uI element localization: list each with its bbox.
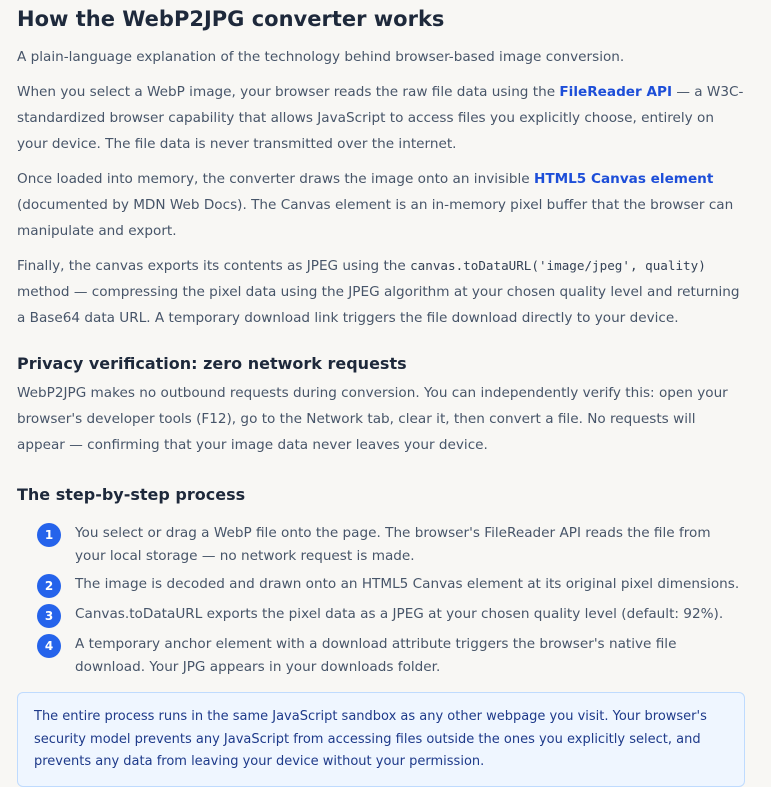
step-item <box>37 575 745 598</box>
intro-paragraph: A plain-language explanation of the technology behind browser-based image conversion. <box>17 49 625 65</box>
callout-text: The entire process runs in the same JavaScript sandbox as any other webpage you visit. Your browser's security model prevents any JavaScript from accessing files outside the ones you explicitly select, and prevents any data from leaving your device without your permission. <box>34 709 707 769</box>
step-item <box>37 635 745 679</box>
page-title: How the WebP2JPG converter works <box>17 7 445 31</box>
paragraph-text: — a W3C-standardized browser capability that allows JavaScript to access files you explicitly choose, entirely on your device. The file data is never transmitted over the internet. <box>17 84 744 152</box>
info-callout <box>17 692 745 787</box>
paragraph-text: Finally, the canvas exports its contents as JPEG using the <box>17 258 411 274</box>
step-number-badge: 1 <box>37 523 61 547</box>
html5-canvas-link[interactable]: HTML5 Canvas element <box>533 171 714 187</box>
paragraph-text: (documented by MDN Web Docs). The Canvas element is an in-memory pixel buffer that the browser can manipulate and export. <box>17 197 734 239</box>
step-text: The image is decoded and drawn onto an HTML5 Canvas element at its original pixel dimensions. <box>75 576 740 592</box>
step-text: You select or drag a WebP file onto the page. The browser's FileReader API reads the file from your local storage — no network request is made. <box>75 525 711 564</box>
privacy-paragraph: WebP2JPG makes no outbound requests during conversion. You can independently verify this: open your browser's developer tools (F12), go to the Network tab, clear it, then convert a file. No requests will appear — confirming that your image data never leaves your device. <box>17 385 728 453</box>
export-paragraph <box>17 253 745 331</box>
canvas-paragraph <box>17 166 745 244</box>
steps-heading: The step-by-step process <box>17 485 246 504</box>
step-item <box>37 605 745 628</box>
filereader-api-link[interactable]: FileReader API <box>559 84 673 100</box>
paragraph-text: Once loaded into memory, the converter draws the image onto an invisible <box>17 171 534 187</box>
step-text: A temporary anchor element with a download attribute triggers the browser's native file download. Your JPG appears in your downloads folder. <box>75 636 677 675</box>
privacy-heading: Privacy verification: zero network requests <box>17 354 407 373</box>
step-item <box>37 524 745 568</box>
step-number-badge: 2 <box>37 574 61 598</box>
paragraph-text: method — compressing the pixel data using the JPEG algorithm at your chosen quality level and returning a Base64 data URL. A temporary download link triggers the file download directly to your device. <box>17 284 740 326</box>
step-number-badge: 4 <box>37 634 61 658</box>
steps-list <box>17 524 745 679</box>
step-number-badge: 3 <box>37 604 61 628</box>
code-snippet: canvas.toDataURL('image/jpeg', quality) <box>410 258 706 273</box>
step-text: Canvas.toDataURL exports the pixel data as a JPEG at your chosen quality level (default: 92%). <box>75 606 724 622</box>
filereader-paragraph <box>17 79 745 157</box>
paragraph-text: When you select a WebP image, your browser reads the raw file data using the <box>17 84 560 100</box>
